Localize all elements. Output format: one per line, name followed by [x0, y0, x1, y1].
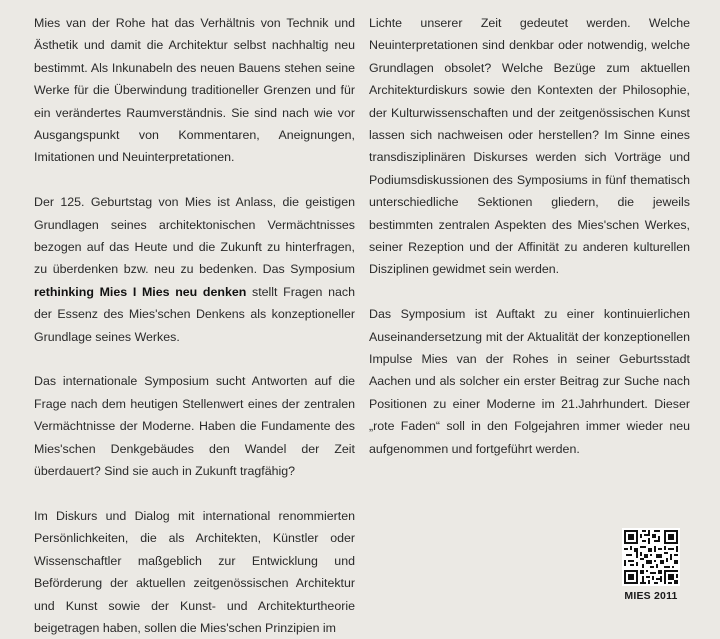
- symposium-title-highlight: rethinking Mies I Mies neu denken: [34, 284, 247, 299]
- qr-block: [616, 528, 686, 602]
- paragraph-anniversary-text-b: stellt Fragen nach der Essenz des Mies'schen Denkens als konzeptioneller Grundlage seines Werkes.: [34, 284, 356, 344]
- paragraph-anniversary-text-a: Der 125. Geburtstag von Mies ist Anlass, die geistigen Grundlagen seines architektonischen Vermächtnisses bezogen auf das Heute und die Zukunft zu hinterfragen, zu überdenken bzw. neu zu bedenken. Das Symposium: [34, 195, 355, 277]
- qr-code-icon: [622, 528, 680, 586]
- right-column: [369, 12, 690, 460]
- paragraph-international: Das internationale Symposium sucht Antworten auf die Frage nach dem heutigen Stellenwert eines der zentralen Vermächtnisse der Moderne. Haben die Fundamente des Mies'schen Denkgebäudes den Wandel der Zeit überdauert? Sind sie auch in Zukunft tragfähig?: [34, 374, 355, 479]
- paragraph-discourse: Im Diskurs und Dialog mit international renommierten Persönlichkeiten, die als Architekten, Künstler oder Wissenschaftler maßgeblich zur Entwicklung und Beförderung der aktuellen zeitgenössischen Architektur und Kunst sowie der Kunst- und Architekturtheorie beigetragen haben, sollen die Mies'schen Prinzipien im: [34, 508, 355, 635]
- paragraph-outlook: Das Symposium ist Auftakt zu einer kontinuierlichen Auseinandersetzung mit der Aktualität der konzeptionellen Impulse Mies van der Rohes in seiner Geburtsstadt Aachen und als solcher ein erster Beitrag zur Suche nach Positionen zu einer Moderne im 21.Jahrhundert. Dieser „rote Faden“ soll in den Folgejahren immer wieder neu aufgenommen und fortgeführt werden.: [369, 307, 690, 456]
- paragraph-interpretation: Lichte unserer Zeit gedeutet werden. Welche Neuinterpretationen sind denkbar oder notwendig, welche Grundlagen obsolet? Welche Bezüge zum aktuellen Architekturdiskurs sowie den Kontexten der Philosophie, der Kulturwissenschaften und der zeitgenössischen Kunst lassen sich nachweisen oder herstellen? Im Sinne eines transdisziplinären Diskurses werden sich Vorträge und Podiumsdiskussionen des Symposiums in fünf thematisch unterschiedliche Sektionen gliedern, die jeweils bestimmten zentralen Aspekten des Mies'schen Werkes, seiner Rezeption und der Affinität zu anderen kulturellen Disziplinen gewidmet sein werden.: [369, 16, 690, 277]
- paragraph-intro: Mies van der Rohe hat das Verhältnis von Technik und Ästhetik und damit die Architektur selbst nachhaltig neu bestimmt. Als Inkunabeln des neuen Bauens stehen seine Werke für die Überwindung traditioneller Grenzen und für ein verändertes Raumverständnis. Sie sind nach wie vor Ausgangspunkt von Kommentaren, Aneignungen, Imitationen und Neuinterpretationen.: [34, 16, 355, 165]
- paragraph-anniversary: [34, 191, 355, 348]
- qr-caption: MIES 2011: [624, 590, 678, 602]
- left-column: [34, 12, 355, 639]
